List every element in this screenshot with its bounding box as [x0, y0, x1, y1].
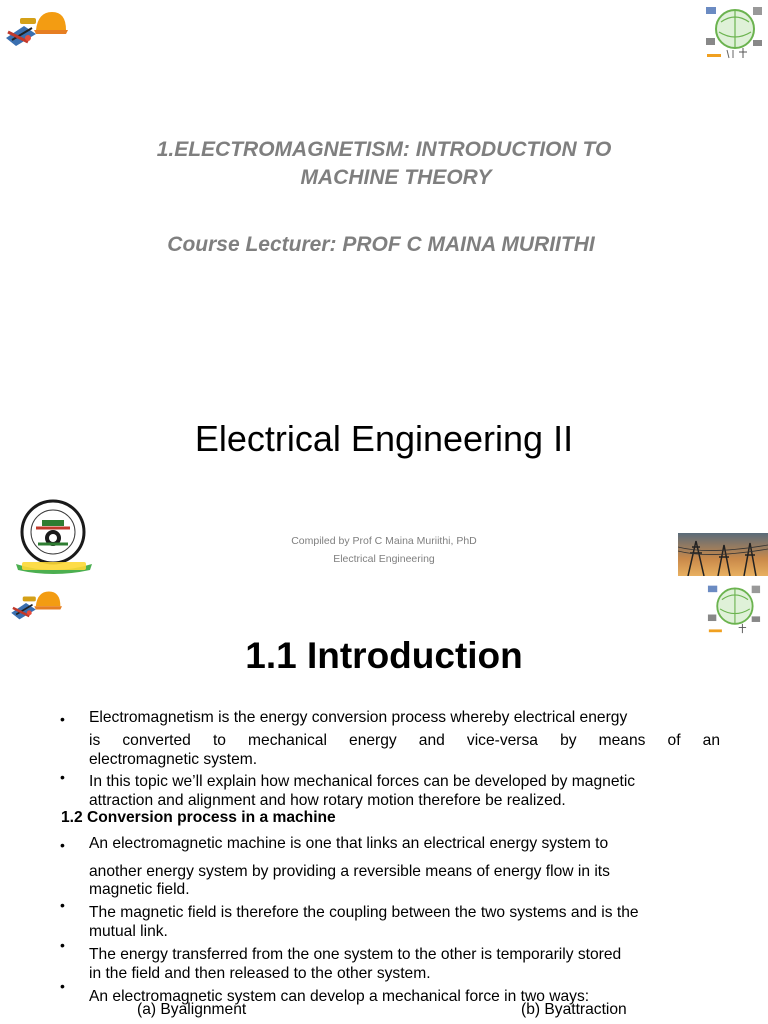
bullet-text-line: another energy system by providing a reversible means of energy flow in its	[89, 863, 610, 880]
option-by-alignment: (a) Byalignment	[137, 1001, 247, 1018]
bullet-marker: •	[60, 897, 65, 913]
bullet-text-line: attraction and alignment and how rotary motion therefore be realized.	[89, 792, 566, 809]
bullet-marker: •	[60, 937, 65, 953]
bullet-text-line: mutual link.	[89, 923, 168, 940]
hard-hat-tools-icon	[2, 585, 68, 621]
bullet-text-line: in the field and then released to the other system.	[89, 965, 431, 982]
bullet-text-line: An electromagnetic system can develop a mechanical force in two ways:	[89, 988, 590, 1005]
bullet-marker: •	[60, 978, 65, 994]
renewable-energy-globe-icon	[703, 581, 765, 635]
subsection-heading: 1.2 Conversion process in a machine	[61, 809, 336, 826]
bullet-text-line: magnetic field.	[89, 881, 190, 898]
bullet-text-line: In this topic we’ll explain how mechanical forces can be developed by magnetic	[89, 773, 636, 790]
course-lecturer: Course Lecturer: PROF C MAINA MURIITHI	[167, 233, 595, 256]
introduction-slide	[0, 585, 768, 1024]
section-heading-introduction: 1.1 Introduction	[245, 635, 523, 676]
bullet-marker: •	[60, 837, 65, 853]
bullet-text-line: electromagnetic system.	[89, 751, 258, 768]
bullet-text-line: is converted to mechanical energy and vice-versa by means of an	[89, 732, 720, 749]
course-subtitle-line1: 1.ELECTROMAGNETISM: INTRODUCTION TO	[156, 138, 612, 161]
bullet-text-line: Electromagnetism is the energy conversion process whereby electrical energy	[89, 709, 628, 726]
slide-title: Electrical Engineering II	[194, 418, 574, 459]
course-subtitle-line2: MACHINE THEORY	[300, 166, 492, 189]
bullet-text-line: The energy transferred from the one system to the other is temporarily stored	[89, 946, 622, 963]
bullet-marker: •	[60, 769, 65, 785]
option-by-attraction: (b) Byattraction	[521, 1001, 627, 1018]
hard-hat-tools-icon	[2, 4, 68, 48]
bullet-marker: •	[60, 711, 65, 727]
footer-compiled-by: Compiled by Prof C Maina Muriithi, PhD	[291, 535, 477, 547]
footer-department: Electrical Engineering	[333, 553, 435, 565]
power-lines-image	[678, 533, 768, 576]
bullet-text-line: An electromagnetic machine is one that links an electrical energy system to	[89, 835, 609, 852]
renewable-energy-globe-icon	[703, 2, 765, 60]
bullet-text-line: The magnetic field is therefore the coupling between the two systems and is the	[89, 904, 639, 921]
